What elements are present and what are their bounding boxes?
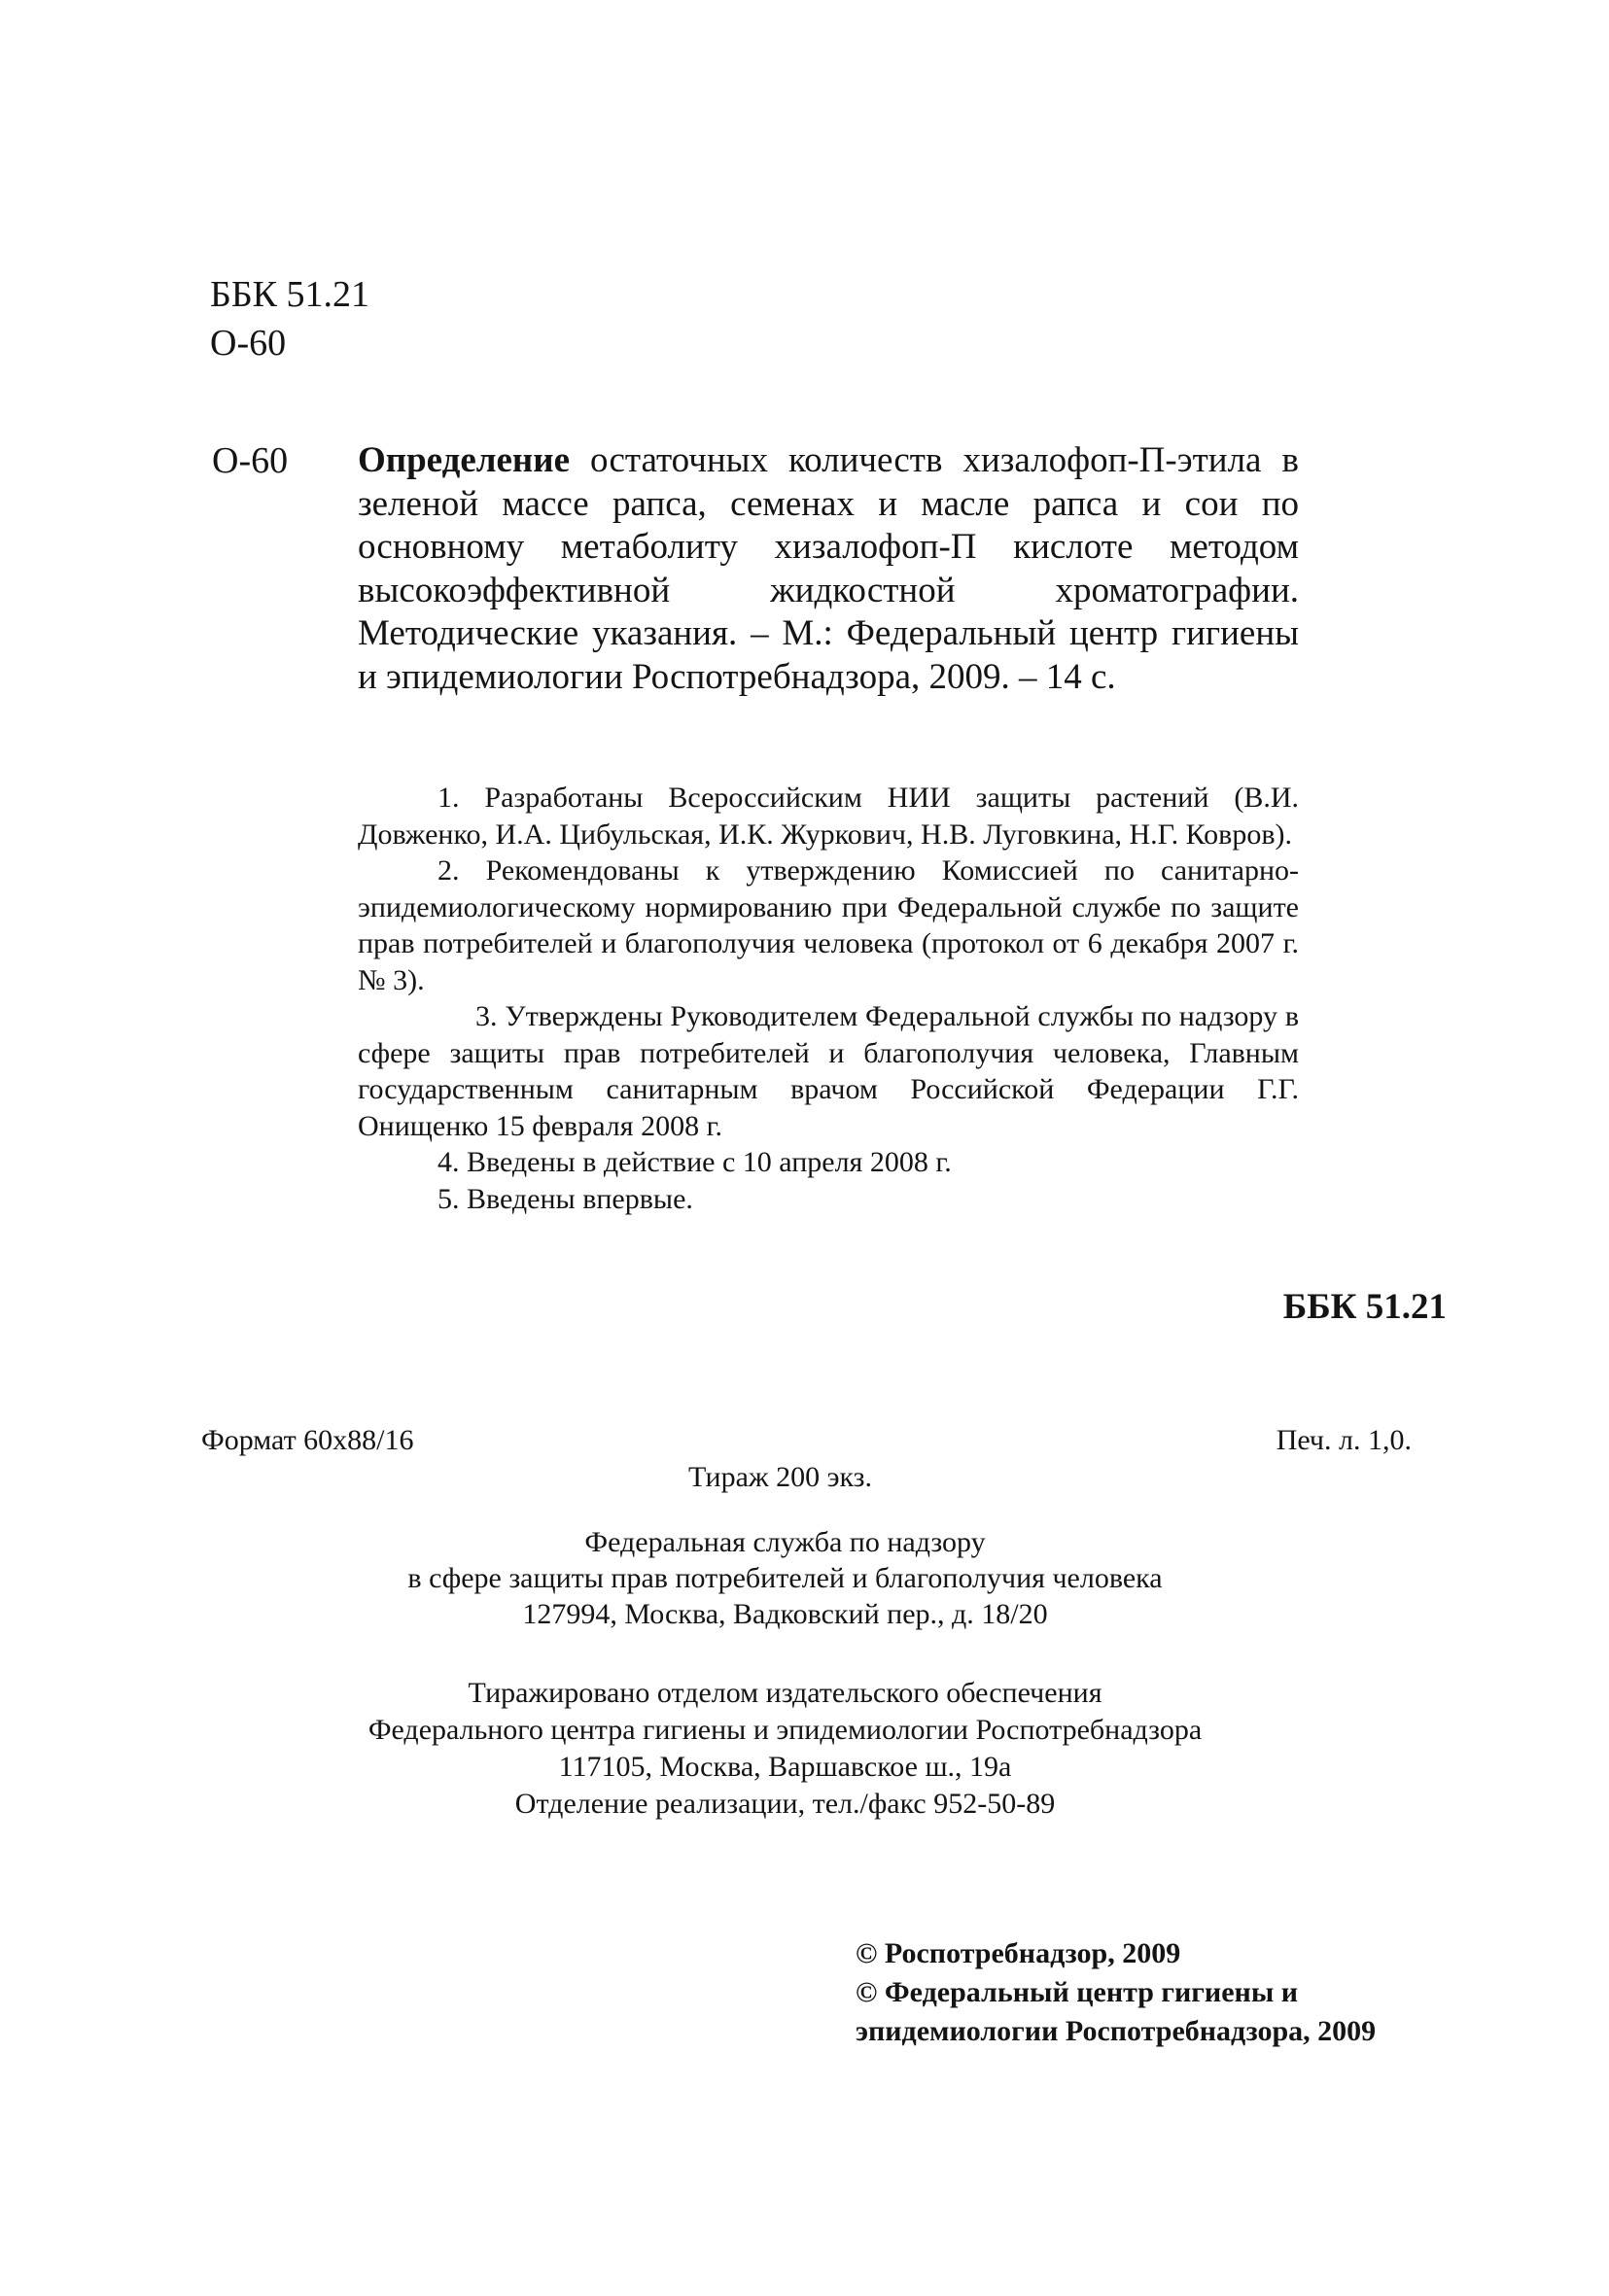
- annotation-title-rest: остаточных количеств хизалофоп-П-этила в зеленой массе рапса, семенах и масле рапса и сои по основному метаболиту хизалофоп-П кислоте методом высокоэффективной жидкостной хроматографии. Методические указания. – М.: Федеральный центр гигиены и эпидемиологии Роспотребнадзора, 2009. – 14 с.: [358, 440, 1299, 697]
- printer-line: Тиражировано отделом издательского обеспечения: [468, 1677, 1102, 1709]
- credit-item: 2. Рекомендованы к утверждению Комиссией по санитарно-эпидемиологическому нормированию при Федеральной службе по защите прав потребителей и благополучия человека (протокол от 6 декабря 2007 г. № 3).: [358, 854, 1299, 996]
- author-mark: О-60: [210, 323, 287, 364]
- print-sheets: Печ. л. 1,0.: [1276, 1424, 1412, 1456]
- format-info: Формат 60x88/16: [201, 1424, 414, 1456]
- publisher-line: в сфере защиты прав потребителей и благополучия человека: [407, 1562, 1163, 1594]
- bbk-code-bottom: ББК 51.21: [1282, 1287, 1447, 1327]
- publisher-address: 127994, Москва, Вадковский пер., д. 18/20: [522, 1598, 1048, 1630]
- printer-line: Федерального центра гигиены и эпидемиологии Роспотребнадзора: [367, 1714, 1203, 1746]
- credits-block: [358, 780, 1299, 1217]
- credit-item: 1. Разработаны Всероссийским НИИ защиты растений (В.И. Довженко, И.А. Цибульская, И.К. Журкович, Н.В. Луговкина, Н.Г. Ковров).: [358, 782, 1299, 851]
- annotation-title-lead: Определение: [358, 440, 570, 480]
- printer-address: 117105, Москва, Варшавское ш., 19а: [558, 1751, 1012, 1783]
- credit-item: 3. Утверждены Руководителем Федеральной службы по надзору в сфере защиты прав потребителей и благополучия человека, Главным государственным санитарным врачом Российской Федерации Г.Г. Онищенко 15 февраля 2008 г.: [358, 1000, 1299, 1142]
- bibliographic-annotation: [358, 439, 1299, 699]
- copyright-block: [856, 1934, 1376, 2051]
- print-run: Тираж 200 экз.: [687, 1461, 873, 1493]
- credit-item: 5. Введены впервые.: [437, 1182, 693, 1215]
- printer-contact: Отделение реализации, тел./факс 952-50-89: [514, 1788, 1056, 1820]
- publisher-block: [0, 1524, 1609, 1632]
- copyright-line: © Федеральный центр гигиены и: [856, 1976, 1299, 2008]
- bbk-header: [210, 270, 369, 367]
- bbk-code: ББК 51.21: [210, 274, 369, 315]
- publisher-line: Федеральная служба по надзору: [584, 1526, 986, 1558]
- credit-item: 4. Введены в действие с 10 апреля 2008 г.: [437, 1146, 952, 1178]
- printer-block: [0, 1675, 1609, 1823]
- copyright-line: эпидемиологии Роспотребнадзора, 2009: [856, 2015, 1377, 2047]
- copyright-line: © Роспотребнадзор, 2009: [856, 1937, 1181, 1969]
- annotation-mark: О-60: [212, 440, 289, 481]
